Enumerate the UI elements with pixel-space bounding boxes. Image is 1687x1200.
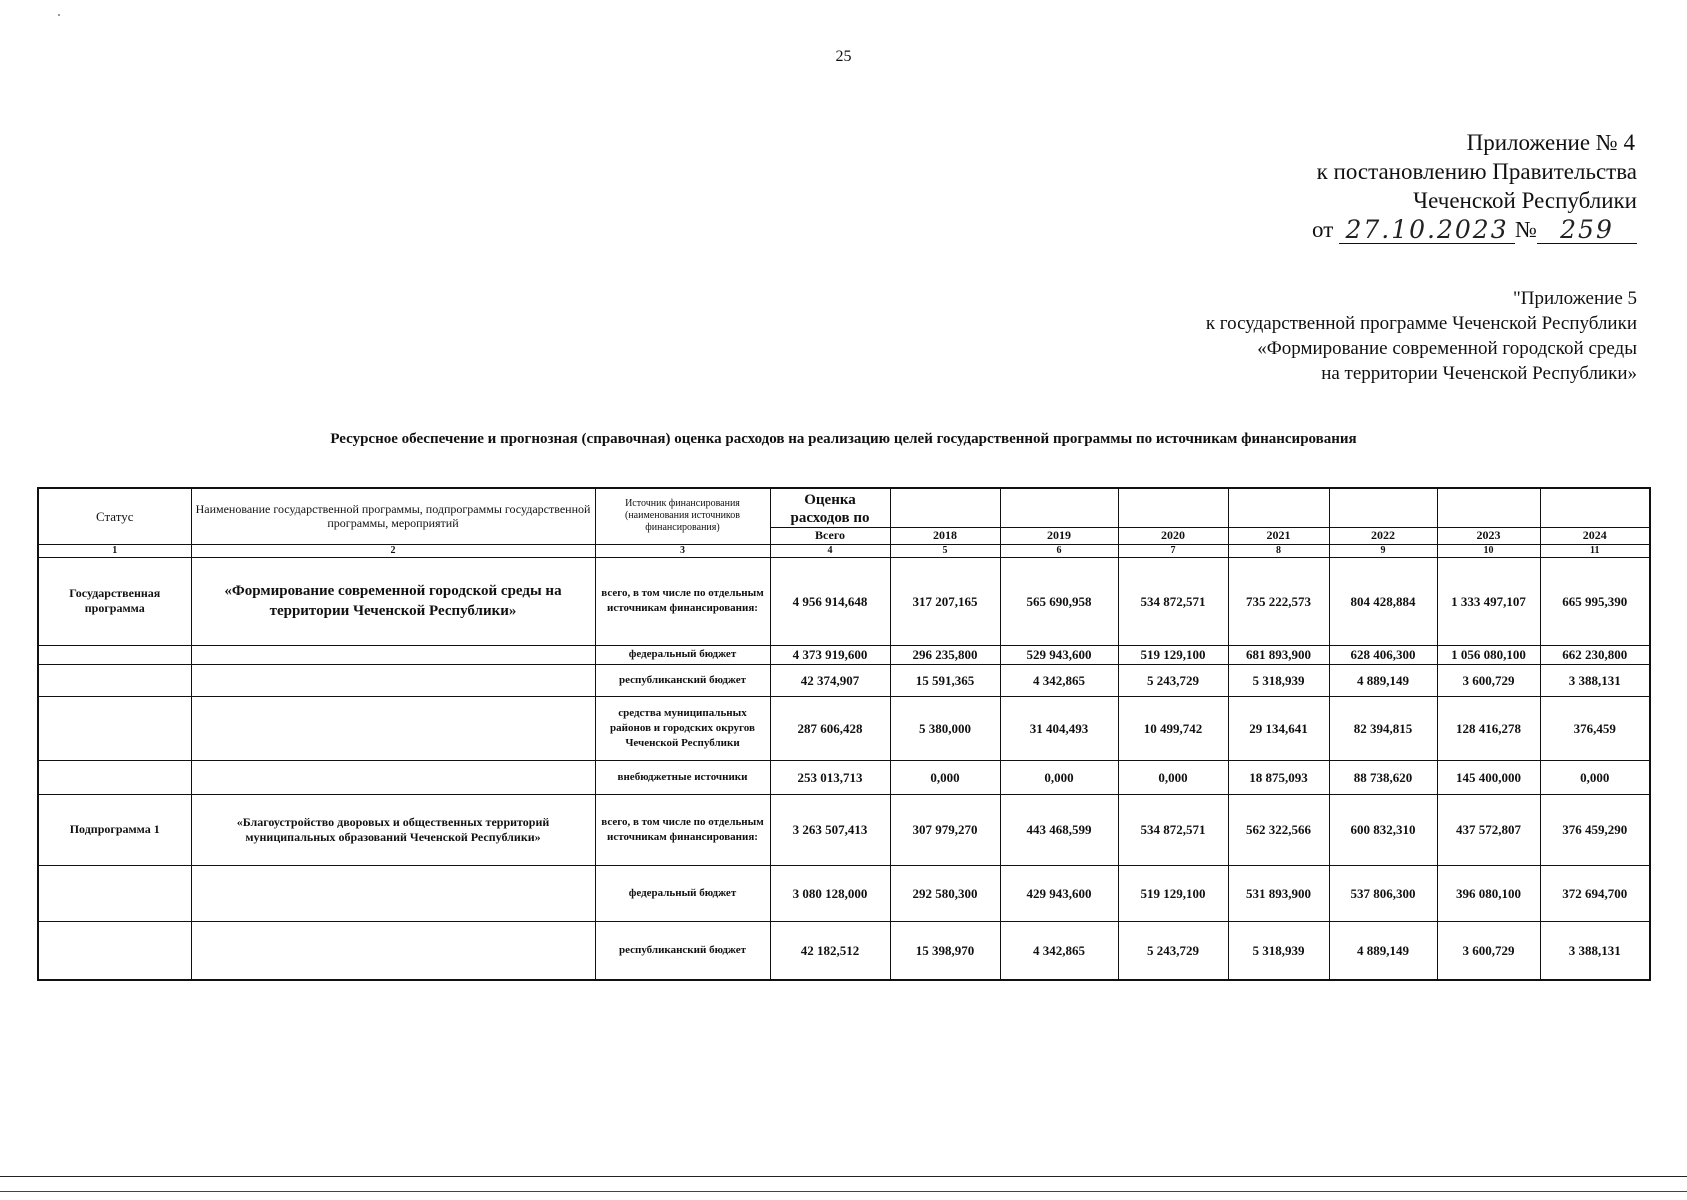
value-cell: 1 056 080,100	[1437, 645, 1540, 664]
program-name-cell	[191, 865, 595, 921]
source-cell: средства муниципальных районов и городских округов Чеченской Республики	[595, 696, 770, 760]
value-cell: 10 499,742	[1118, 696, 1228, 760]
status-cell	[38, 696, 191, 760]
header-year: 2021	[1228, 527, 1329, 544]
program-name-cell	[191, 696, 595, 760]
source-cell: всего, в том числе по отдельным источникам финансирования:	[595, 557, 770, 645]
scan-speck	[58, 14, 60, 16]
source-cell: всего, в том числе по отдельным источникам финансирования:	[595, 794, 770, 865]
value-cell: 396 080,100	[1437, 865, 1540, 921]
header-blank	[1000, 488, 1118, 527]
value-cell: 376,459	[1540, 696, 1650, 760]
header-blank	[890, 488, 1000, 527]
column-number: 4	[770, 544, 890, 557]
value-cell: 296 235,800	[890, 645, 1000, 664]
source-cell: республиканский бюджет	[595, 664, 770, 696]
status-cell	[38, 664, 191, 696]
header-estimate: Оценка расходов по	[770, 488, 890, 527]
column-number: 9	[1329, 544, 1437, 557]
table-row	[38, 664, 1650, 696]
value-cell: 681 893,900	[1228, 645, 1329, 664]
program-name-cell	[191, 645, 595, 664]
value-cell: 317 207,165	[890, 557, 1000, 645]
status-cell: Государственная программа	[38, 557, 191, 645]
value-cell: 3 388,131	[1540, 664, 1650, 696]
header-blank	[1437, 488, 1540, 527]
value-cell: 15 398,970	[890, 921, 1000, 980]
appendix-4-line2: к постановлению Правительства	[1316, 159, 1637, 184]
header-source: Источник финансирования (наименования источников финансирования)	[595, 488, 770, 544]
column-number: 2	[191, 544, 595, 557]
value-cell: 0,000	[1540, 760, 1650, 794]
column-number: 3	[595, 544, 770, 557]
program-name-cell	[191, 921, 595, 980]
appendix-5-line1: "Приложение 5	[1513, 288, 1637, 309]
value-cell: 529 943,600	[1000, 645, 1118, 664]
value-cell: 145 400,000	[1437, 760, 1540, 794]
value-cell: 662 230,800	[1540, 645, 1650, 664]
value-cell: 42 182,512	[770, 921, 890, 980]
program-name-cell	[191, 760, 595, 794]
value-cell: 3 080 128,000	[770, 865, 890, 921]
header-total: Всего	[770, 527, 890, 544]
source-cell: внебюджетные источники	[595, 760, 770, 794]
value-cell: 4 342,865	[1000, 921, 1118, 980]
appendix-4-title: Приложение № 4	[1466, 130, 1635, 155]
column-number: 11	[1540, 544, 1650, 557]
status-cell	[38, 921, 191, 980]
value-cell: 1 333 497,107	[1437, 557, 1540, 645]
value-cell: 18 875,093	[1228, 760, 1329, 794]
value-cell: 29 134,641	[1228, 696, 1329, 760]
table-row	[38, 865, 1650, 921]
value-cell: 42 374,907	[770, 664, 890, 696]
number-sign: №	[1515, 217, 1537, 242]
table-row	[38, 921, 1650, 980]
value-cell: 519 129,100	[1118, 645, 1228, 664]
value-cell: 0,000	[1000, 760, 1118, 794]
header-year: 2018	[890, 527, 1000, 544]
date-prefix: от	[1312, 217, 1334, 242]
value-cell: 4 956 914,648	[770, 557, 890, 645]
table-row	[38, 696, 1650, 760]
value-cell: 3 600,729	[1437, 664, 1540, 696]
column-number-row	[38, 544, 1650, 557]
header-year: 2019	[1000, 527, 1118, 544]
value-cell: 128 416,278	[1437, 696, 1540, 760]
value-cell: 5 318,939	[1228, 664, 1329, 696]
header-status: Статус	[38, 488, 191, 544]
source-cell: федеральный бюджет	[595, 645, 770, 664]
value-cell: 3 600,729	[1437, 921, 1540, 980]
header-blank	[1228, 488, 1329, 527]
header-year: 2023	[1437, 527, 1540, 544]
value-cell: 534 872,571	[1118, 794, 1228, 865]
value-cell: 4 889,149	[1329, 664, 1437, 696]
value-cell: 31 404,493	[1000, 696, 1118, 760]
value-cell: 804 428,884	[1329, 557, 1437, 645]
table-row	[38, 557, 1650, 645]
value-cell: 5 318,939	[1228, 921, 1329, 980]
value-cell: 519 129,100	[1118, 865, 1228, 921]
appendix-5-header	[1206, 286, 1637, 386]
value-cell: 4 342,865	[1000, 664, 1118, 696]
column-number: 8	[1228, 544, 1329, 557]
value-cell: 429 943,600	[1000, 865, 1118, 921]
value-cell: 376 459,290	[1540, 794, 1650, 865]
value-cell: 372 694,700	[1540, 865, 1650, 921]
value-cell: 5 243,729	[1118, 664, 1228, 696]
table-row	[38, 760, 1650, 794]
value-cell: 3 388,131	[1540, 921, 1650, 980]
header-name: Наименование государственной программы, подпрограммы государственной программы, мероприятий	[191, 488, 595, 544]
appendix-4-header	[1312, 128, 1637, 244]
handwritten-number: 259	[1537, 216, 1637, 244]
value-cell: 437 572,807	[1437, 794, 1540, 865]
value-cell: 307 979,270	[890, 794, 1000, 865]
program-name-cell: «Формирование современной городской среды на территории Чеченской Республики»	[191, 557, 595, 645]
value-cell: 4 373 919,600	[770, 645, 890, 664]
value-cell: 5 380,000	[890, 696, 1000, 760]
value-cell: 292 580,300	[890, 865, 1000, 921]
column-number: 7	[1118, 544, 1228, 557]
value-cell: 665 995,390	[1540, 557, 1650, 645]
appendix-5-line4: на территории Чеченской Республики»	[1321, 363, 1637, 384]
value-cell: 531 893,900	[1228, 865, 1329, 921]
value-cell: 735 222,573	[1228, 557, 1329, 645]
page-number: 25	[835, 48, 852, 65]
source-cell: республиканский бюджет	[595, 921, 770, 980]
document-title: Ресурсное обеспечение и прогнозная (справочная) оценка расходов на реализацию целей государственной программы по источникам финансирования	[330, 431, 1357, 447]
header-blank	[1118, 488, 1228, 527]
value-cell: 253 013,713	[770, 760, 890, 794]
appendix-4-date-line	[1312, 215, 1637, 244]
value-cell: 0,000	[890, 760, 1000, 794]
value-cell: 15 591,365	[890, 664, 1000, 696]
value-cell: 565 690,958	[1000, 557, 1118, 645]
value-cell: 443 468,599	[1000, 794, 1118, 865]
value-cell: 534 872,571	[1118, 557, 1228, 645]
value-cell: 82 394,815	[1329, 696, 1437, 760]
handwritten-date: 27.10.2023	[1339, 216, 1515, 244]
bottom-rule	[0, 1191, 1687, 1192]
bottom-rule	[0, 1176, 1687, 1177]
status-cell	[38, 865, 191, 921]
value-cell: 537 806,300	[1329, 865, 1437, 921]
program-name-cell: «Благоустройство дворовых и общественных территорий муниципальных образований Чеченской Республики»	[191, 794, 595, 865]
program-name-cell	[191, 664, 595, 696]
table-row	[38, 645, 1650, 664]
value-cell: 628 406,300	[1329, 645, 1437, 664]
resource-table	[37, 487, 1651, 981]
value-cell: 5 243,729	[1118, 921, 1228, 980]
appendix-4-line3: Чеченской Республики	[1413, 188, 1637, 213]
value-cell: 562 322,566	[1228, 794, 1329, 865]
status-cell	[38, 760, 191, 794]
value-cell: 287 606,428	[770, 696, 890, 760]
header-row	[38, 488, 1650, 527]
header-year: 2024	[1540, 527, 1650, 544]
header-year: 2020	[1118, 527, 1228, 544]
value-cell: 88 738,620	[1329, 760, 1437, 794]
column-number: 1	[38, 544, 191, 557]
value-cell: 3 263 507,413	[770, 794, 890, 865]
header-blank	[1540, 488, 1650, 527]
status-cell	[38, 645, 191, 664]
header-blank	[1329, 488, 1437, 527]
value-cell: 0,000	[1118, 760, 1228, 794]
appendix-5-line3: «Формирование современной городской среды	[1257, 338, 1637, 359]
appendix-5-line2: к государственной программе Чеченской Республики	[1205, 313, 1637, 334]
value-cell: 600 832,310	[1329, 794, 1437, 865]
column-number: 6	[1000, 544, 1118, 557]
source-cell: федеральный бюджет	[595, 865, 770, 921]
header-year: 2022	[1329, 527, 1437, 544]
status-cell: Подпрограмма 1	[38, 794, 191, 865]
column-number: 5	[890, 544, 1000, 557]
table-row	[38, 794, 1650, 865]
value-cell: 4 889,149	[1329, 921, 1437, 980]
column-number: 10	[1437, 544, 1540, 557]
